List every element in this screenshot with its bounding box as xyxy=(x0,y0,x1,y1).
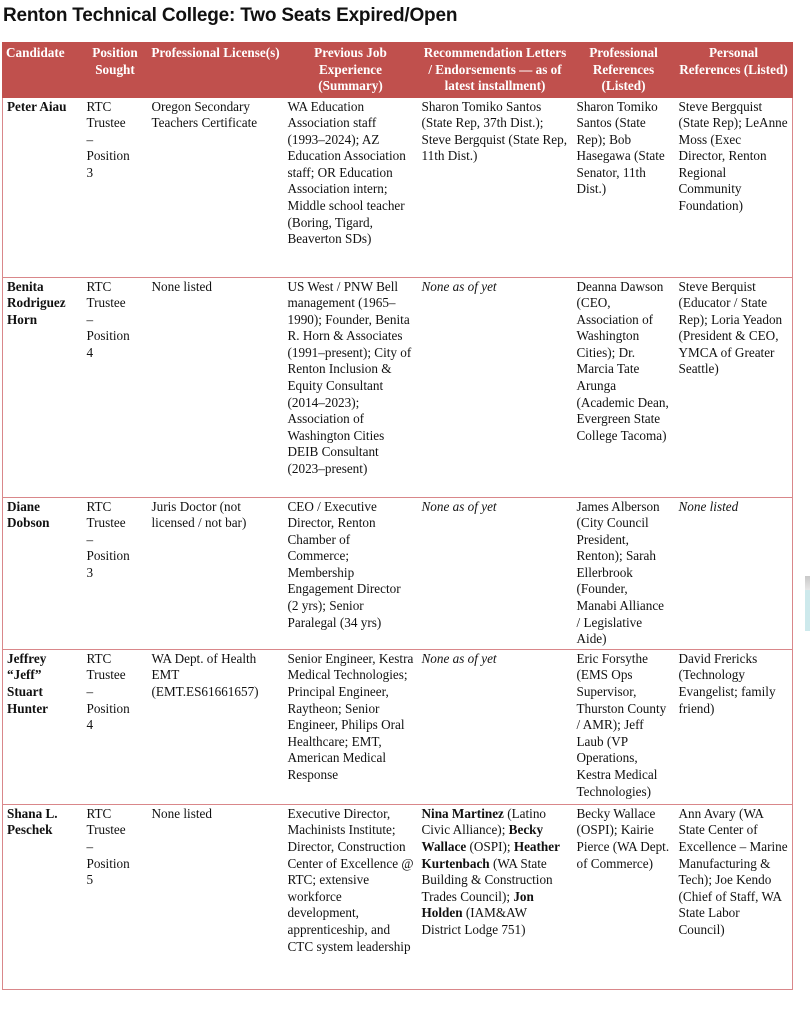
position-line: Position xyxy=(86,148,130,164)
table-row xyxy=(3,277,793,497)
position-sought xyxy=(83,97,148,277)
window-edge-fragment xyxy=(805,576,810,631)
personal-references: Steve Bergquist (State Rep); LeAnne Moss (Exec Director, Renton Regional Community Foundation) xyxy=(675,97,793,277)
endorser-name: Jon Holden xyxy=(421,888,534,921)
table-row xyxy=(3,649,793,804)
professional-license: Juris Doctor (not licensed / not bar) xyxy=(148,497,284,649)
position-line: RTC xyxy=(86,98,112,114)
table-row xyxy=(3,497,793,649)
endorser-name: Becky Wallace xyxy=(421,822,544,855)
job-experience: US West / PNW Bell management (1965–1990); Founder, Benita R. Horn & Associates (1991–present); City of Renton Inclusion & Equity Consultant (2014–2023); Association of Washington Cities DEIB Consultant (2023–present) xyxy=(284,277,418,497)
job-experience: Executive Director, Machinists Institute; Director, Construction Center of Excellence @ RTC; extensive workforce development, apprenticeship, and CTC system leadership xyxy=(284,804,418,989)
position-line: 5 xyxy=(86,872,94,888)
candidate-name: Jeffrey “Jeff” Stuart Hunter xyxy=(3,649,83,804)
position-line: RTC xyxy=(86,278,112,294)
table-header-row xyxy=(3,43,793,98)
candidate-name: Benita Rodriguez Horn xyxy=(3,277,83,497)
position-line: RTC xyxy=(86,805,112,821)
position-line: 3 xyxy=(86,564,94,580)
header-personal-references: Personal References (Listed) xyxy=(675,43,793,98)
professional-references: Deanna Dawson (CEO, Association of Washington Cities); Dr. Marcia Tate Arunga (Academic Dean, Evergreen State College Tacoma) xyxy=(573,277,675,497)
position-line: Position xyxy=(86,700,130,716)
endorsements: None as of yet xyxy=(418,649,573,804)
position-line: Trustee xyxy=(86,115,126,131)
position-line: – xyxy=(86,311,94,327)
position-line: RTC xyxy=(86,498,112,514)
position-sought xyxy=(83,497,148,649)
position-sought xyxy=(83,804,148,989)
position-line: Trustee xyxy=(86,515,126,531)
position-line: Trustee xyxy=(86,295,126,311)
professional-references: Becky Wallace (OSPI); Kairie Pierce (WA Dept. of Commerce) xyxy=(573,804,675,989)
header-previous-job-experience: Previous Job Experience (Summary) xyxy=(284,43,418,98)
position-line: 4 xyxy=(86,344,94,360)
table-row xyxy=(3,804,793,989)
endorser-name: Heather Kurtenbach xyxy=(421,839,560,871)
document-title: Renton Technical College: Two Seats Expired/Open xyxy=(3,5,458,26)
personal-references: Steve Berquist (Educator / State Rep); Loria Yeadon (President & CEO, YMCA of Greater Seattle) xyxy=(675,277,793,497)
position-line: – xyxy=(86,531,94,547)
endorser-affiliation: (OSPI); xyxy=(466,839,514,855)
professional-license: WA Dept. of Health EMT (EMT.ES61661657) xyxy=(148,649,284,804)
candidate-name: Diane Dobson xyxy=(3,497,83,649)
position-line: Trustee xyxy=(86,822,126,838)
job-experience: WA Education Association staff (1993–2024); AZ Education Association staff; OR Education Association intern; Middle school teacher (Boring, Tigard, Beaverton SDs) xyxy=(284,97,418,277)
header-candidate: Candidate xyxy=(3,43,83,98)
header-professional-licenses: Professional License(s) xyxy=(148,43,284,98)
endorsements: None as of yet xyxy=(418,497,573,649)
professional-license: None listed xyxy=(148,804,284,989)
position-line: 3 xyxy=(86,164,94,180)
header-position-sought: Position Sought xyxy=(83,43,148,98)
job-experience: Senior Engineer, Kestra Medical Technologies; Principal Engineer, Raytheon; Senior Engineer, Philips Oral Healthcare; EMT, American Medical Response xyxy=(284,649,418,804)
personal-references: Ann Avary (WA State Center of Excellence – Marine Manufacturing & Tech); Joe Kendo (Chief of Staff, WA State Labor Council) xyxy=(675,804,793,989)
endorser-affiliation: (WA State Building & Construction Trades Council); xyxy=(421,855,553,904)
professional-references: Eric Forsythe (EMS Ops Supervisor, Thurston County / AMR); Jeff Laub (VP Operations, Kestra Medical Technologies) xyxy=(573,649,675,804)
position-line: Position xyxy=(86,855,130,871)
endorsements xyxy=(418,804,573,989)
position-line: – xyxy=(86,839,94,855)
endorser-affiliation: (Latino Civic Alliance); xyxy=(421,805,547,838)
position-line: Position xyxy=(86,328,130,344)
table-row xyxy=(3,97,793,277)
header-recommendation-letters: Recommendation Letters / Endorsements — as of latest installment) xyxy=(418,43,573,98)
professional-references: Sharon Tomiko Santos (State Rep); Bob Hasegawa (State Senator, 11th Dist.) xyxy=(573,97,675,277)
personal-references: None listed xyxy=(675,497,793,649)
position-line: RTC xyxy=(86,650,112,666)
position-sought xyxy=(83,649,148,804)
candidates-table xyxy=(2,42,793,990)
endorser-name: Nina Martinez xyxy=(421,805,504,821)
endorsements: Sharon Tomiko Santos (State Rep, 37th Dist.); Steve Bergquist (State Rep, 11th Dist.) xyxy=(418,97,573,277)
professional-license: None listed xyxy=(148,277,284,497)
candidate-name: Peter Aiau xyxy=(3,97,83,277)
position-line: Trustee xyxy=(86,667,126,683)
position-line: – xyxy=(86,684,94,700)
endorsements: None as of yet xyxy=(418,277,573,497)
position-sought xyxy=(83,277,148,497)
professional-references: James Alberson (City Council President, Renton); Sarah Ellerbrook (Founder, Manabi Alliance / Legislative Aide) xyxy=(573,497,675,649)
position-line: – xyxy=(86,131,94,147)
position-line: 4 xyxy=(86,717,94,733)
professional-license: Oregon Secondary Teachers Certificate xyxy=(148,97,284,277)
header-professional-references: Professional References (Listed) xyxy=(573,43,675,98)
position-line: Position xyxy=(86,548,130,564)
candidate-name: Shana L. Peschek xyxy=(3,804,83,989)
job-experience: CEO / Executive Director, Renton Chamber of Commerce; Membership Engagement Director (2 yrs); Senior Paralegal (34 yrs) xyxy=(284,497,418,649)
personal-references: David Frericks (Technology Evangelist; family friend) xyxy=(675,649,793,804)
endorser-affiliation: (IAM&AW District Lodge 751) xyxy=(421,905,527,937)
